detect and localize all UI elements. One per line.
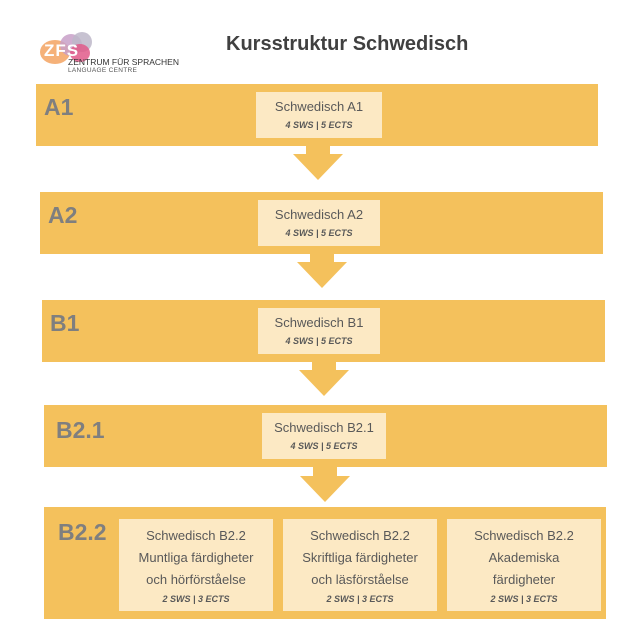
arrow-down-icon: [299, 370, 349, 396]
course-credits: 4 SWS | 5 ECTS: [285, 228, 353, 238]
course-name: Schwedisch A1: [274, 99, 364, 114]
course-line: Akademiska: [488, 550, 560, 565]
arrow-down-icon: [297, 262, 347, 288]
level-band-a2: [40, 192, 603, 254]
course-credits: 4 SWS | 5 ECTS: [290, 441, 358, 451]
course-box: [258, 308, 380, 354]
diagram-title: Kursstruktur Schwedisch: [226, 33, 469, 55]
course-credits: 4 SWS | 5 ECTS: [285, 336, 353, 346]
course-box: [258, 200, 380, 246]
level-label: A1: [44, 94, 74, 120]
course-box: [256, 92, 382, 138]
level-band-b2-2: [44, 507, 606, 619]
course-name: Schwedisch B2.1: [274, 420, 374, 435]
course-name: Schwedisch B1: [274, 315, 364, 330]
zfs-logo: [38, 30, 188, 74]
course-name: Schwedisch A2: [274, 207, 364, 222]
level-label: B2.2: [58, 519, 107, 545]
level-band-a1: [36, 84, 598, 146]
level-band-b1: [42, 300, 605, 362]
course-credits: 2 SWS | 3 ECTS: [326, 594, 394, 604]
course-box: [262, 413, 386, 459]
logo-line1: ZENTRUM FÜR SPRACHEN: [68, 57, 179, 67]
course-box-oral: [119, 519, 273, 611]
course-box-written: [283, 519, 437, 611]
course-credits: 2 SWS | 3 ECTS: [490, 594, 558, 604]
course-credits: 2 SWS | 3 ECTS: [162, 594, 230, 604]
course-line: Schwedisch B2.2: [474, 528, 574, 543]
course-credits: 4 SWS | 5 ECTS: [285, 120, 353, 130]
level-label: B2.1: [56, 417, 105, 443]
course-line: Skriftliga färdigheter: [302, 550, 418, 565]
course-line: och läsförståelse: [311, 572, 409, 587]
course-box-academic: [447, 519, 601, 611]
course-line: Muntliga färdigheter: [138, 550, 254, 565]
course-line: färdigheter: [492, 572, 556, 587]
arrow-down-icon: [293, 154, 343, 180]
level-label: A2: [48, 202, 78, 228]
logo-mark: ZFS: [44, 41, 80, 60]
level-label: B1: [50, 310, 80, 336]
course-line: Schwedisch B2.2: [146, 528, 246, 543]
arrow-down-icon: [300, 476, 350, 502]
level-band-b2-1: [44, 405, 607, 467]
course-line: och hörförståelse: [146, 572, 246, 587]
logo-line2: LANGUAGE CENTRE: [68, 67, 138, 74]
course-line: Schwedisch B2.2: [310, 528, 410, 543]
